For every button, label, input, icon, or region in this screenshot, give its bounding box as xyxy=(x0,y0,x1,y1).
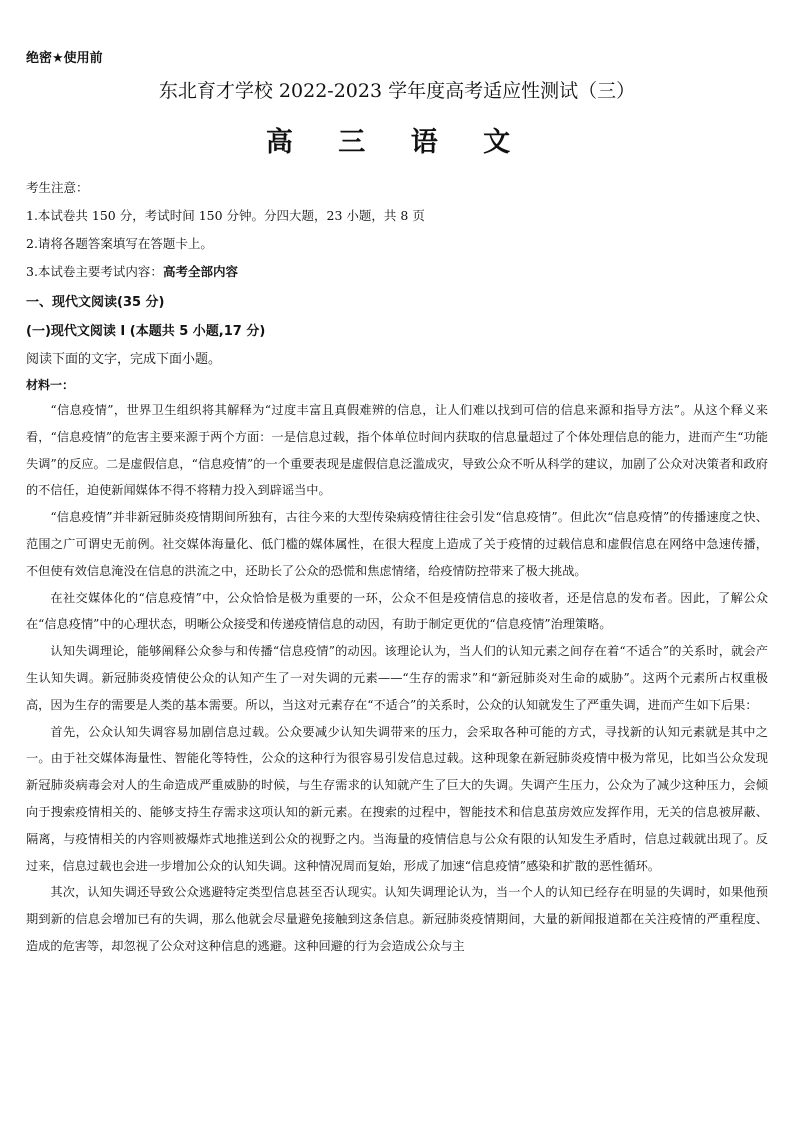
notice-item-2: 2.请将各题答案填写在答题卡上。 xyxy=(26,236,213,251)
paragraph: 认知失调理论，能够阐释公众参与和传播“信息疫情”的动因。该理论认为，当人们的认知元素之间存在着“不适合”的关系时，就会产生认知失调。新冠肺炎疫情使公众的认知产生了一对失调的元素——“生存的需求”和“新冠肺炎对生命的威胁”。这两个元素所占权重极高，因为生存的需要是人类的基本需要。所以，当这对元素存在“不适合”的关系时，公众的认知就发生了严重失调，进而产生如下后果： xyxy=(26,644,768,712)
paragraph: 在社交媒体化的“信息疫情”中，公众恰恰是极为重要的一环，公众不但是疫情信息的接收者，还是信息的发布者。因此，了解公众在“信息疫情”中的心理状态，明晰公众接受和传递疫情信息的动因，有助于制定更优的“信息疫情”治理策略。 xyxy=(26,590,768,632)
section-heading: 一、现代文阅读(35 分) xyxy=(26,295,165,310)
material-label: 材料一： xyxy=(26,378,75,392)
notice-item-3-text: 3.本试卷主要考试内容： xyxy=(26,264,163,279)
notice-heading: 考生注意： xyxy=(26,180,89,195)
paragraph: 其次，认知失调还导致公众逃避特定类型信息甚至否认现实。认知失调理论认为，当一个人的认知已经存在明显的失调时，如果他预期到新的信息会增加已有的失调，那么他就会尽量避免接触到这条信息。新冠肺炎疫情期间，大量的新闻报道都在关注疫情的严重程度、造成的危害等，却忽视了公众对这种信息的逃避。这种回避的行为会造成公众与主 xyxy=(26,885,768,953)
subject-title: 高 三 语 文 xyxy=(265,127,529,158)
notice-item-3 xyxy=(26,262,238,280)
confidential-label: 绝密★使用前 xyxy=(26,51,103,66)
exam-title: 东北育才学校 2022-2023 学年度高考适应性测试（三） xyxy=(158,80,636,102)
notice-item-3-bold: 高考全部内容 xyxy=(162,264,238,279)
subsection-heading: (一)现代文阅读 I (本题共 5 小题,17 分) xyxy=(26,324,266,339)
paragraph: 首先，公众认知失调容易加剧信息过载。公众要减少认知失调带来的压力，会采取各种可能的方式，寻找新的认知元素就是其中之一。由于社交媒体海量性、智能化等特性，公众的这种行为很容易引发信息过载。这种现象在新冠肺炎疫情中极为常见，比如当公众发现新冠肺炎病毒会对人的生命造成严重威胁的时候，与生存需求的认知就产生了巨大的失调。失调产生压力，公众为了减少这种压力，会倾向于搜索疫情相关的、能够支持生存需求这项认知的新元素。在搜索的过程中，智能技术和信息茧房效应发挥作用，无关的信息被屏蔽、隔离，与疫情相关的内容则被爆炸式地推送到公众的视野之内。当海量的疫情信息与公众有限的认知发生矛盾时，信息过载就出现了。反过来，信息过载也会进一步增加公众的认知失调。这种情况周而复始，形成了加速“信息疫情”感染和扩散的恶性循环。 xyxy=(26,724,768,873)
reading-instruction: 阅读下面的文字，完成下面小题。 xyxy=(26,352,222,367)
notice-item-1: 1.本试卷共 150 分，考试时间 150 分钟。分四大题，23 小题，共 8 页 xyxy=(26,208,425,223)
paragraph: “信息疫情”并非新冠肺炎疫情期间所独有，古往今来的大型传染病疫情往往会引发“信息疫情”。但此次“信息疫情”的传播速度之快、范围之广可谓史无前例。社交媒体海量化、低门槛的媒体属性，在很大程度上造成了关于疫情的过载信息和虚假信息在网络中急速传播，不但使有效信息淹没在信息的洪流之中，还助长了公众的恐慌和焦虑情绪，给疫情防控带来了极大挑战。 xyxy=(26,510,768,578)
passage-body xyxy=(26,397,768,960)
paragraph: “信息疫情”，世界卫生组织将其解释为“过度丰富且真假难辨的信息，让人们难以找到可信的信息来源和指导方法”。从这个释义来看，“信息疫情”的危害主要来源于两个方面：一是信息过载，指个体单位时间内获取的信息量超过了个体处理信息的能力，进而产生“功能失调”的反应。二是虚假信息，“信息疫情”的一个重要表现是虚假信息泛滥成灾，导致公众不听从科学的建议，加剧了公众对决策者和政府的不信任，迫使新闻媒体不得不将精力投入到辟谣当中。 xyxy=(26,403,768,498)
